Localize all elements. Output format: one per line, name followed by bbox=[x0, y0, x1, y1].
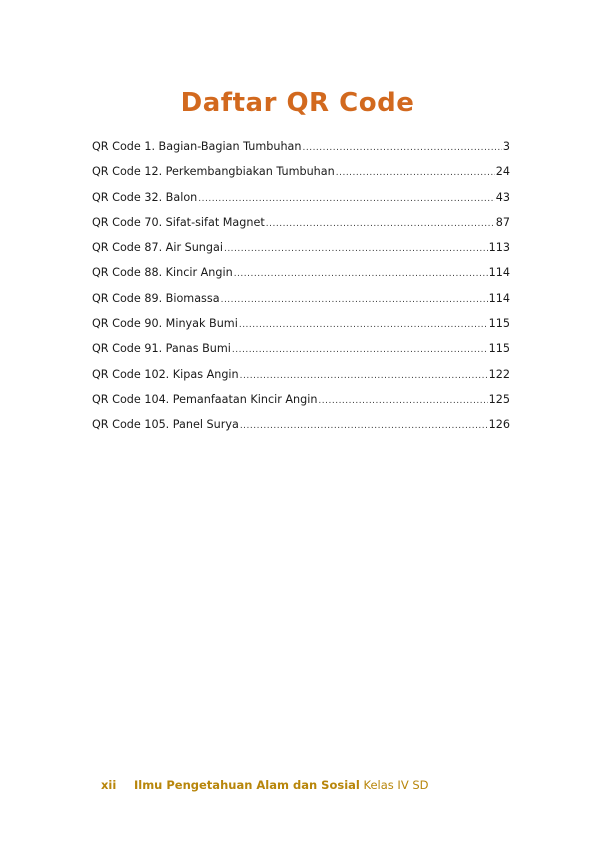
page-title: Daftar QR Code bbox=[180, 88, 415, 118]
dot-leader bbox=[221, 292, 488, 305]
toc-entry[interactable] bbox=[92, 191, 510, 216]
toc-entry[interactable] bbox=[92, 140, 510, 165]
toc-entry-label: QR Code 89. Biomassa bbox=[92, 291, 220, 305]
dot-leader bbox=[198, 191, 494, 204]
qr-code-list bbox=[92, 140, 510, 444]
toc-entry[interactable] bbox=[92, 342, 510, 367]
toc-entry-page: 115 bbox=[488, 342, 510, 356]
toc-entry-label: QR Code 88. Kincir Angin bbox=[92, 266, 233, 280]
toc-entry-label: QR Code 1. Bagian-Bagian Tumbuhan bbox=[92, 140, 302, 153]
toc-entry-page: 113 bbox=[488, 241, 510, 255]
toc-entry-label: QR Code 32. Balon bbox=[92, 190, 198, 204]
page-number: xii bbox=[101, 778, 117, 792]
dot-leader bbox=[232, 342, 488, 355]
dot-leader bbox=[336, 165, 495, 178]
toc-entry-label: QR Code 102. Kipas Angin bbox=[92, 367, 239, 381]
toc-entry[interactable] bbox=[92, 266, 510, 291]
toc-entry-label: QR Code 70. Sifat-sifat Magnet bbox=[92, 215, 265, 229]
dot-leader bbox=[240, 418, 488, 431]
toc-entry-page: 114 bbox=[488, 266, 510, 280]
toc-entry[interactable] bbox=[92, 368, 510, 393]
dot-leader bbox=[302, 140, 501, 153]
toc-entry-page: 114 bbox=[488, 291, 510, 305]
dot-leader bbox=[318, 393, 487, 406]
dot-leader bbox=[266, 216, 495, 229]
dot-leader bbox=[240, 368, 488, 381]
toc-entry-label: QR Code 105. Panel Surya bbox=[92, 418, 239, 432]
toc-entry[interactable] bbox=[92, 165, 510, 190]
dot-leader bbox=[234, 266, 488, 279]
toc-entry[interactable] bbox=[92, 241, 510, 266]
grade-label: Kelas IV SD bbox=[363, 778, 429, 792]
toc-entry-page: 122 bbox=[488, 367, 510, 381]
toc-entry[interactable] bbox=[92, 292, 510, 317]
toc-entry[interactable] bbox=[92, 216, 510, 241]
toc-entry-label: QR Code 87. Air Sungai bbox=[92, 241, 223, 255]
toc-entry-page: 126 bbox=[488, 418, 510, 432]
toc-entry-page: 115 bbox=[488, 317, 510, 331]
toc-entry-page: 125 bbox=[488, 392, 510, 406]
toc-entry[interactable] bbox=[92, 418, 510, 443]
book-title: Ilmu Pengetahuan Alam dan Sosial bbox=[133, 778, 360, 792]
toc-entry-page: 24 bbox=[495, 165, 510, 179]
toc-entry-label: QR Code 91. Panas Bumi bbox=[92, 342, 231, 356]
toc-entry-page: 43 bbox=[495, 190, 510, 204]
toc-entry-label: QR Code 12. Perkembangbiakan Tumbuhan bbox=[92, 165, 335, 179]
page-footer bbox=[101, 778, 429, 792]
toc-entry-page: 3 bbox=[502, 140, 510, 153]
dot-leader bbox=[239, 317, 488, 330]
dot-leader bbox=[224, 241, 488, 254]
toc-entry[interactable] bbox=[92, 317, 510, 342]
toc-entry-label: QR Code 90. Minyak Bumi bbox=[92, 317, 238, 331]
toc-entry-label: QR Code 104. Pemanfaatan Kincir Angin bbox=[92, 392, 318, 406]
toc-entry-page: 87 bbox=[495, 215, 510, 229]
toc-entry[interactable] bbox=[92, 393, 510, 418]
